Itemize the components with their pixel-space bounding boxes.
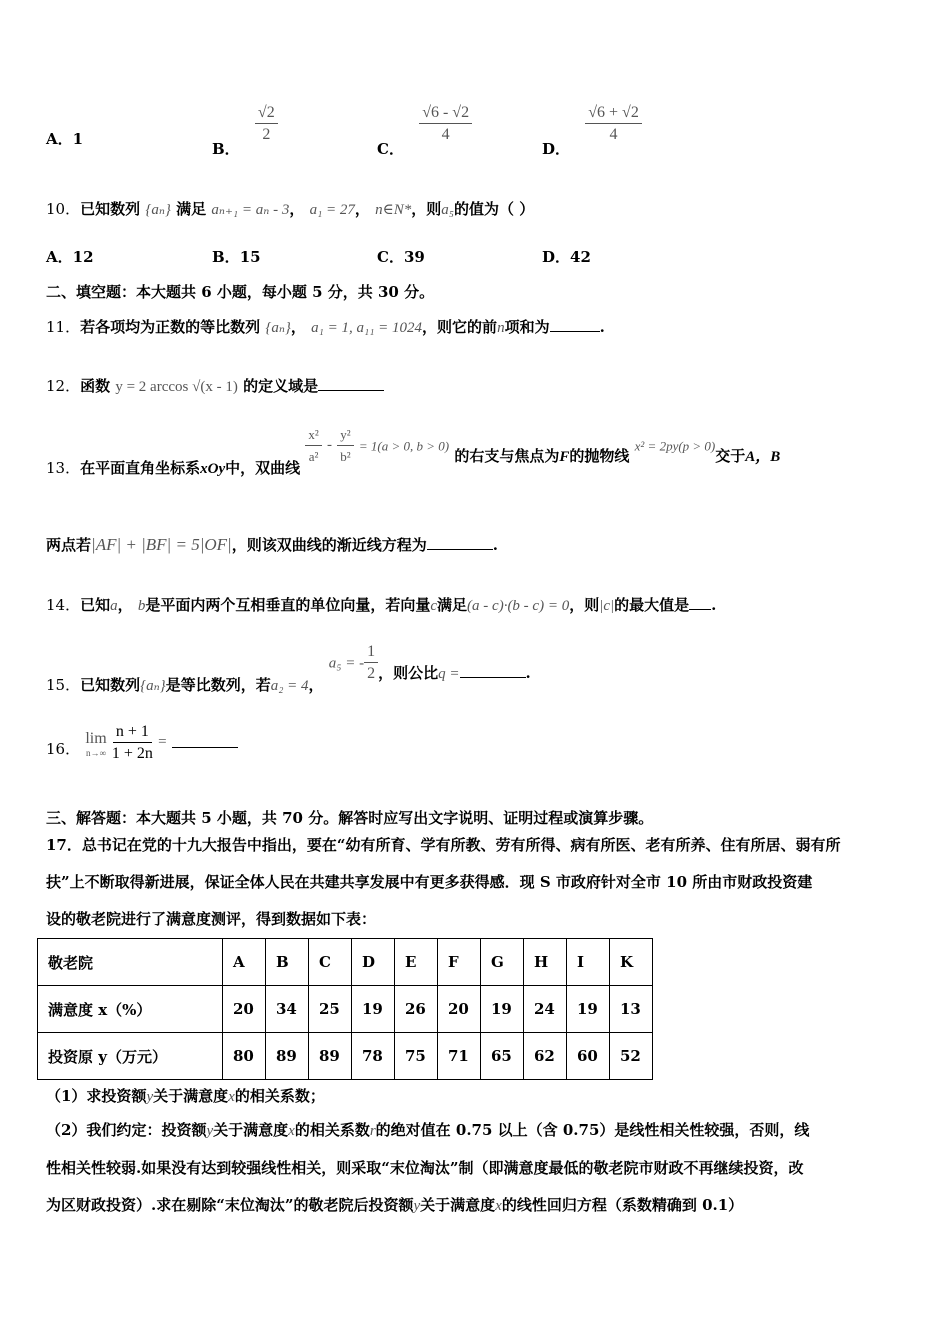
data-table	[37, 938, 653, 1080]
question-15: 15．已知数列{aₙ}是等比数列，若a₂ = 4， a₅ = - $\frac{1}{2}$ ，则公比q = .	[46, 643, 531, 694]
question-11: 11．若各项均为正数的等比数列 {aₙ}， a₁ = 1, a₁₁ = 1024，则它的前n项和为 .	[46, 318, 605, 336]
section-3-heading: 三、解答题：本大题共 5 小题，共 70 分。解答时应写出文字说明、证明过程或演算步骤。	[46, 809, 654, 827]
question-13: 13．在平面直角坐标系xOy中，双曲线 $\frac{\text{x²}}{\text{a²}}$ - $\frac{\text{y²}}{\text{b²}}$ = 1(a > 0, b > 0) 的右支与焦点为F的抛物线 x² = 2py(p > 0)交于A，B	[46, 427, 781, 477]
q10-option-a: A．12	[46, 248, 94, 266]
question-17-line-2: 扶”上不断取得新进展，保证全体人民在共建共享发展中有更多获得感．现 S 市政府针对全市 10 所由市财政投资建	[46, 873, 813, 891]
table-row: 敬老院 A B C D E F G H I K	[38, 939, 653, 986]
question-17-part-1: （1）求投资额y关于满意度x的相关系数；	[46, 1087, 325, 1105]
section-2-heading: 二、填空题：本大题共 6 小题，每小题 5 分，共 30 分。	[46, 283, 435, 301]
question-12: 12．函数 y = 2 arccos √(x - 1) 的定义域是	[46, 375, 384, 396]
q10-option-c: C．39	[377, 248, 425, 266]
table-row: 满意度 x（%） 20 34 25 19 26 20 19 24 19 13	[38, 986, 653, 1033]
q9-option-b: B． $\frac{√2}{2}$	[212, 103, 278, 146]
question-10: 10．已知数列 {aₙ} 满足 aₙ₊₁ = aₙ - 3， a₁ = 27， n∈N*，则a₅的值为（ ）	[46, 200, 535, 218]
question-16: 16． lim n→∞ $\frac{n + 1}{1 + 2n}$ =	[46, 722, 238, 765]
question-17-part-2-line-3: 为区财政投资）.求在剔除“末位淘汰”的敬老院后投资额y关于满意度x的线性回归方程（系数精确到 0.1）	[46, 1196, 744, 1214]
question-17-line-1: 17．总书记在党的十九大报告中指出，要在“幼有所育、学有所教、劳有所得、病有所医、老有所养、住有所居、弱有所	[46, 836, 841, 854]
question-13-line-2: 两点若|AF| + |BF| = 5|OF|，则该双曲线的渐近线方程为 .	[46, 535, 498, 554]
table-row: 投资原 y（万元） 80 89 89 78 75 71 65 62 60 52	[38, 1033, 653, 1080]
question-17-part-2-line-2: 性相关性较弱.如果没有达到较强线性相关，则采取“末位淘汰”制（即满意度最低的敬老院市财政不再继续投资，改	[46, 1159, 804, 1177]
question-17-line-3: 设的敬老院进行了满意度测评，得到数据如下表：	[46, 910, 377, 928]
question-17-part-2: （2）我们约定：投资额y关于满意度x的相关系数r的绝对值在 0.75 以上（含 0.75）是线性相关性较强，否则，线	[46, 1121, 810, 1139]
q10-option-b: B．15	[212, 248, 261, 266]
q9-option-c: C． $\frac{√6 - √2}{4}$	[377, 103, 472, 146]
question-14: 14．已知a， b是平面内两个互相垂直的单位向量，若向量c满足(a - c)·(b - c) = 0，则|c|的最大值是 .	[46, 596, 717, 614]
q10-option-d: D．42	[542, 248, 591, 266]
q9-option-d: D． $\frac{√6 + √2}{4}$	[542, 103, 642, 146]
q9-option-a: A．1	[46, 130, 84, 148]
